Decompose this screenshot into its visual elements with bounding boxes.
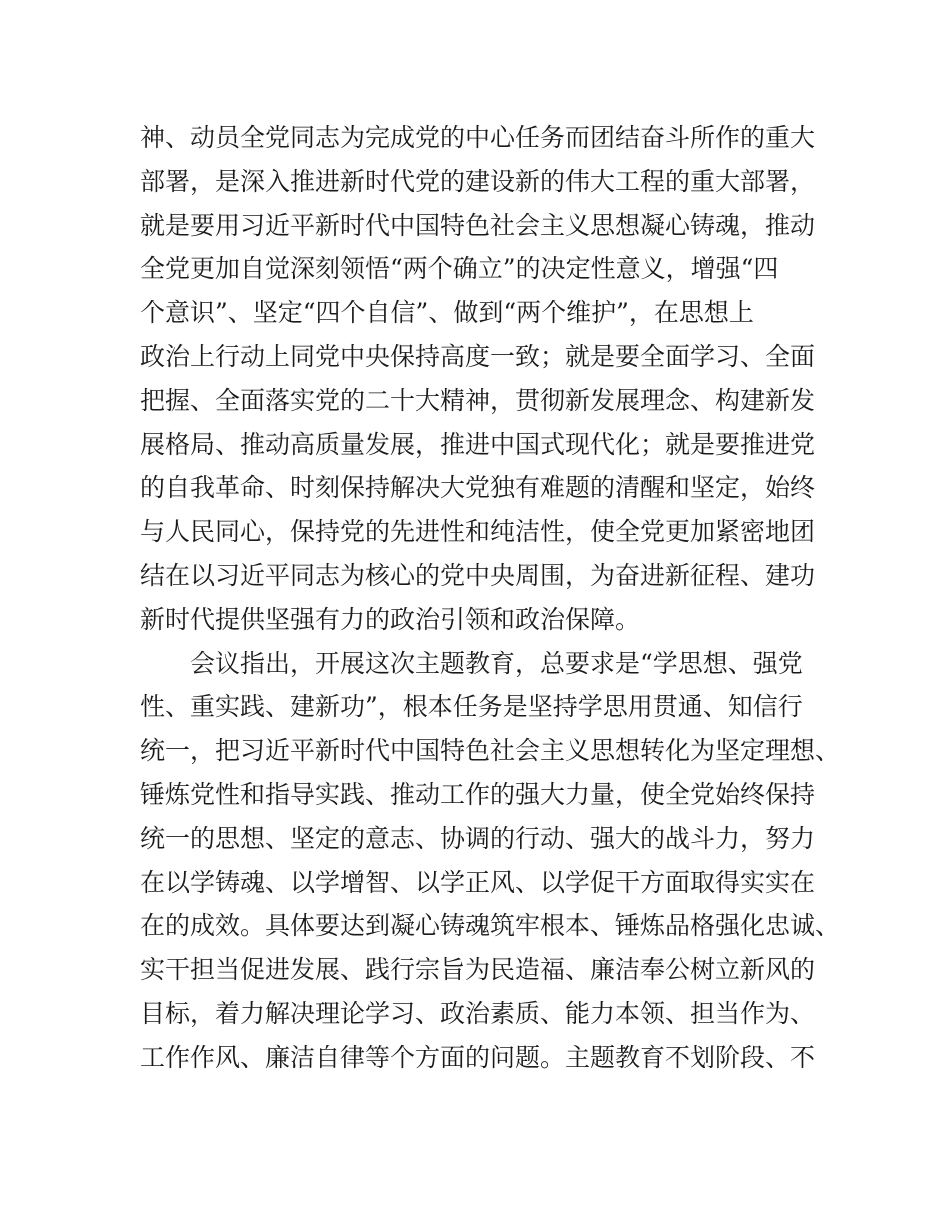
text-line: 与人民同心，保持党的先进性和纯洁性，使全党更加紧密地团 <box>140 517 816 547</box>
text-line: 结在以习近平同志为核心的党中央周围，为奋进新征程、建功 <box>140 560 816 590</box>
text-line: 实干担当促进发展、践行宗旨为民造福、廉洁奉公树立新风的 <box>140 955 816 985</box>
text-line: 就是要用习近平新时代中国特色社会主义思想凝心铸魂，推动 <box>140 210 816 240</box>
text-line: 统一，把习近平新时代中国特色社会主义思想转化为坚定理想、 <box>140 736 841 766</box>
text-line: 个意识”、坚定“四个自信”、做到“两个维护”，在思想上 <box>140 298 754 328</box>
text-line: 新时代提供坚强有力的政治引领和政治保障。 <box>140 604 641 634</box>
text-line: 统一的思想、坚定的意志、协调的行动、强大的战斗力，努力 <box>140 823 816 853</box>
text-line: 锤炼党性和指导实践、推动工作的强大力量，使全党始终保持 <box>140 779 816 809</box>
paragraph-2 <box>140 642 841 1080</box>
text-line: 在的成效。具体要达到凝心铸魂筑牢根本、锤炼品格强化忠诚、 <box>140 911 841 941</box>
text-line: 的自我革命、时刻保持解决大党独有难题的清醒和坚定，始终 <box>140 473 816 503</box>
text-line: 在以学铸魂、以学增智、以学正风、以学促干方面取得实实在 <box>140 867 816 897</box>
paragraph-1 <box>140 116 830 642</box>
text-line: 神、动员全党同志为完成党的中心任务而团结奋斗所作的重大 <box>140 123 816 152</box>
text-line: 把握、全面落实党的二十大精神，贯彻新发展理念、构建新发 <box>140 385 816 415</box>
text-line: 政治上行动上同党中央保持高度一致；就是要全面学习、全面 <box>140 341 816 371</box>
text-line: 会议指出，开展这次主题教育，总要求是“学思想、强党 <box>190 648 803 678</box>
text-line: 性、重实践、建新功”，根本任务是坚持学思用贯通、知信行 <box>140 692 803 722</box>
text-line: 部署，是深入推进新时代党的建设新的伟大工程的重大部署， <box>140 166 816 196</box>
document-body <box>140 116 841 1080</box>
text-line: 全党更加自觉深刻领悟“两个确立”的决定性意义，增强“四 <box>140 254 779 284</box>
text-line: 展格局、推动高质量发展，推进中国式现代化；就是要推进党 <box>140 429 816 459</box>
text-line: 目标，着力解决理论学习、政治素质、能力本领、担当作为、 <box>140 998 816 1028</box>
text-line: 工作作风、廉洁自律等个方面的问题。主题教育不划阶段、不 <box>140 1042 816 1072</box>
